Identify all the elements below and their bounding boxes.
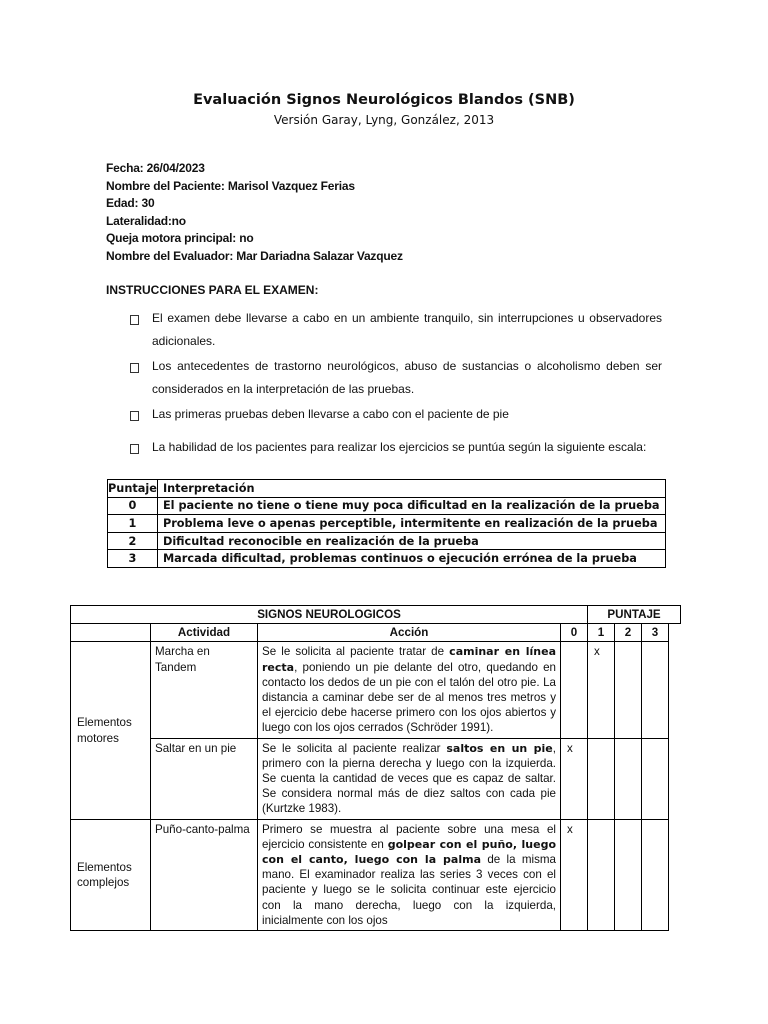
- field-evaluador: Nombre del Evaluador: Mar Dariadna Salazar Vazquez: [106, 248, 403, 263]
- table-row: [71, 738, 681, 819]
- document-title: Evaluación Signos Neurológicos Blandos (SNB): [193, 92, 575, 108]
- score-mark-cell: [642, 819, 669, 930]
- instruction-item: El examen debe llevarse a cabo en un ambiente tranquilo, sin interrupciones u observadores adicionales.: [130, 307, 662, 353]
- score-mark-cell: [588, 738, 615, 819]
- table-row: [71, 819, 681, 930]
- spacer-cell: [669, 738, 681, 819]
- text-run: Se le solicita al paciente tratar de: [262, 645, 450, 659]
- column-header-actividad: Actividad: [151, 624, 258, 642]
- instruction-item: Los antecedentes de trastorno neurológicos, abuso de sustancias o alcoholismo deben ser considerados en la interpretación de las pruebas.: [130, 355, 662, 401]
- text-run: Primero se muestra al paciente sobre una mesa el ejercicio consistente en: [262, 822, 556, 851]
- bullet-box-icon: [130, 411, 139, 421]
- table-row: [108, 515, 666, 533]
- score-mark-cell: [642, 738, 669, 819]
- puntaje-header: PUNTAJE: [588, 606, 681, 624]
- table-row: [108, 532, 666, 550]
- scoring-scale-table: [107, 479, 666, 568]
- table-row: [108, 550, 666, 568]
- bullet-box-icon: [130, 315, 139, 325]
- score-column-header: 2: [615, 624, 642, 642]
- patient-info: [106, 160, 403, 265]
- bullet-box-icon: [130, 363, 139, 373]
- score-mark-cell: [615, 738, 642, 819]
- text-run: Se le solicita al paciente realizar: [262, 741, 447, 755]
- text-run: de la misma mano. El examinador realiza las series 3 veces con el paciente y luego se le solicita continuar este ejercicio con la mano derecha, luego con la izquierda, inicialmente con los ojos: [262, 853, 556, 927]
- score-cell: 3: [108, 550, 158, 568]
- spacer-cell: [669, 624, 681, 642]
- score-mark-cell: [615, 819, 642, 930]
- bold-text-run: saltos en un pie: [446, 741, 553, 755]
- actividad-cell: Puño-canto-palma: [151, 819, 258, 930]
- score-mark-cell: [588, 819, 615, 930]
- field-fecha: Fecha: 26/04/2023: [106, 161, 205, 175]
- empty-header-cell: [71, 624, 151, 642]
- score-mark-cell: [615, 642, 642, 738]
- table-row: [71, 642, 681, 738]
- category-cell: Elementos motores: [71, 642, 151, 819]
- actividad-cell: Saltar en un pie: [151, 738, 258, 819]
- column-header-accion: Acción: [258, 624, 561, 642]
- score-mark-cell: [642, 642, 669, 738]
- table-title-row: [71, 606, 681, 624]
- document-subtitle: Versión Garay, Lyng, González, 2013: [273, 113, 495, 127]
- category-cell: Elementos complejos: [71, 819, 151, 930]
- instructions-heading: INSTRUCCIONES PARA EL EXAMEN:: [106, 283, 319, 297]
- field-lateralidad: Lateralidad:no: [106, 213, 186, 228]
- score-column-header: 1: [588, 624, 615, 642]
- accion-cell: [258, 642, 561, 738]
- score-mark-cell: [561, 642, 588, 738]
- signos-title: SIGNOS NEUROLOGICOS: [71, 606, 588, 624]
- spacer-cell: [669, 642, 681, 738]
- table-row: [108, 497, 666, 515]
- text-run: , primero con la pierna derecha y luego con la izquierda. Se cuenta la cantidad de veces que es capaz de saltar. Se considera normal más de diez saltos con cada pie (Kurtzke 1983).: [262, 741, 556, 816]
- interpretation-cell: Problema leve o apenas perceptible, intermitente en realización de la prueba: [157, 515, 665, 533]
- score-cell: 2: [108, 532, 158, 550]
- instructions-list: [130, 307, 662, 461]
- accion-cell: [258, 738, 561, 819]
- table-header-row: [71, 624, 681, 642]
- score-column-header: 0: [561, 624, 588, 642]
- interpretation-cell: Marcada dificultad, problemas continuos o ejecución errónea de la prueba: [157, 550, 665, 568]
- field-queja: Queja motora principal: no: [106, 231, 254, 245]
- signos-table: [70, 605, 681, 931]
- field-edad: Edad: 30: [106, 196, 155, 210]
- score-mark-cell: x: [561, 738, 588, 819]
- instruction-item: Las primeras pruebas deben llevarse a cabo con el paciente de pie: [130, 403, 662, 426]
- interpretation-cell: Dificultad reconocible en realización de la prueba: [157, 532, 665, 550]
- instruction-item: La habilidad de los pacientes para realizar los ejercicios se puntúa según la siguiente escala:: [130, 436, 662, 459]
- score-cell: 0: [108, 497, 158, 515]
- score-column-header: 3: [642, 624, 669, 642]
- score-mark-cell: x: [588, 642, 615, 738]
- spacer-cell: [669, 819, 681, 930]
- accion-cell: [258, 819, 561, 930]
- field-paciente: Nombre del Paciente: Marisol Vazquez Ferias: [106, 178, 355, 193]
- text-run: , poniendo un pie delante del otro, quedando en contacto los dedos de un pie con el talón del otro pie. La distancia a caminar debe ser de al menos tres metros y el ejercicio debe hacerse primero con los ojos abiertos y luego con los ojos cerrados (Schröder 1991).: [262, 660, 556, 735]
- column-header: Interpretación: [157, 480, 665, 498]
- table-header-row: [108, 480, 666, 498]
- score-cell: 1: [108, 515, 158, 533]
- score-mark-cell: x: [561, 819, 588, 930]
- interpretation-cell: El paciente no tiene o tiene muy poca dificultad en la realización de la prueba: [157, 497, 665, 515]
- bold-text-run: golpear con el puño, luego con el canto, luego con la palma: [262, 837, 557, 867]
- actividad-cell: Marcha en Tandem: [151, 642, 258, 738]
- column-header: Puntaje: [108, 480, 158, 498]
- bullet-box-icon: [130, 444, 139, 454]
- bold-text-run: caminar en línea recta: [262, 645, 556, 674]
